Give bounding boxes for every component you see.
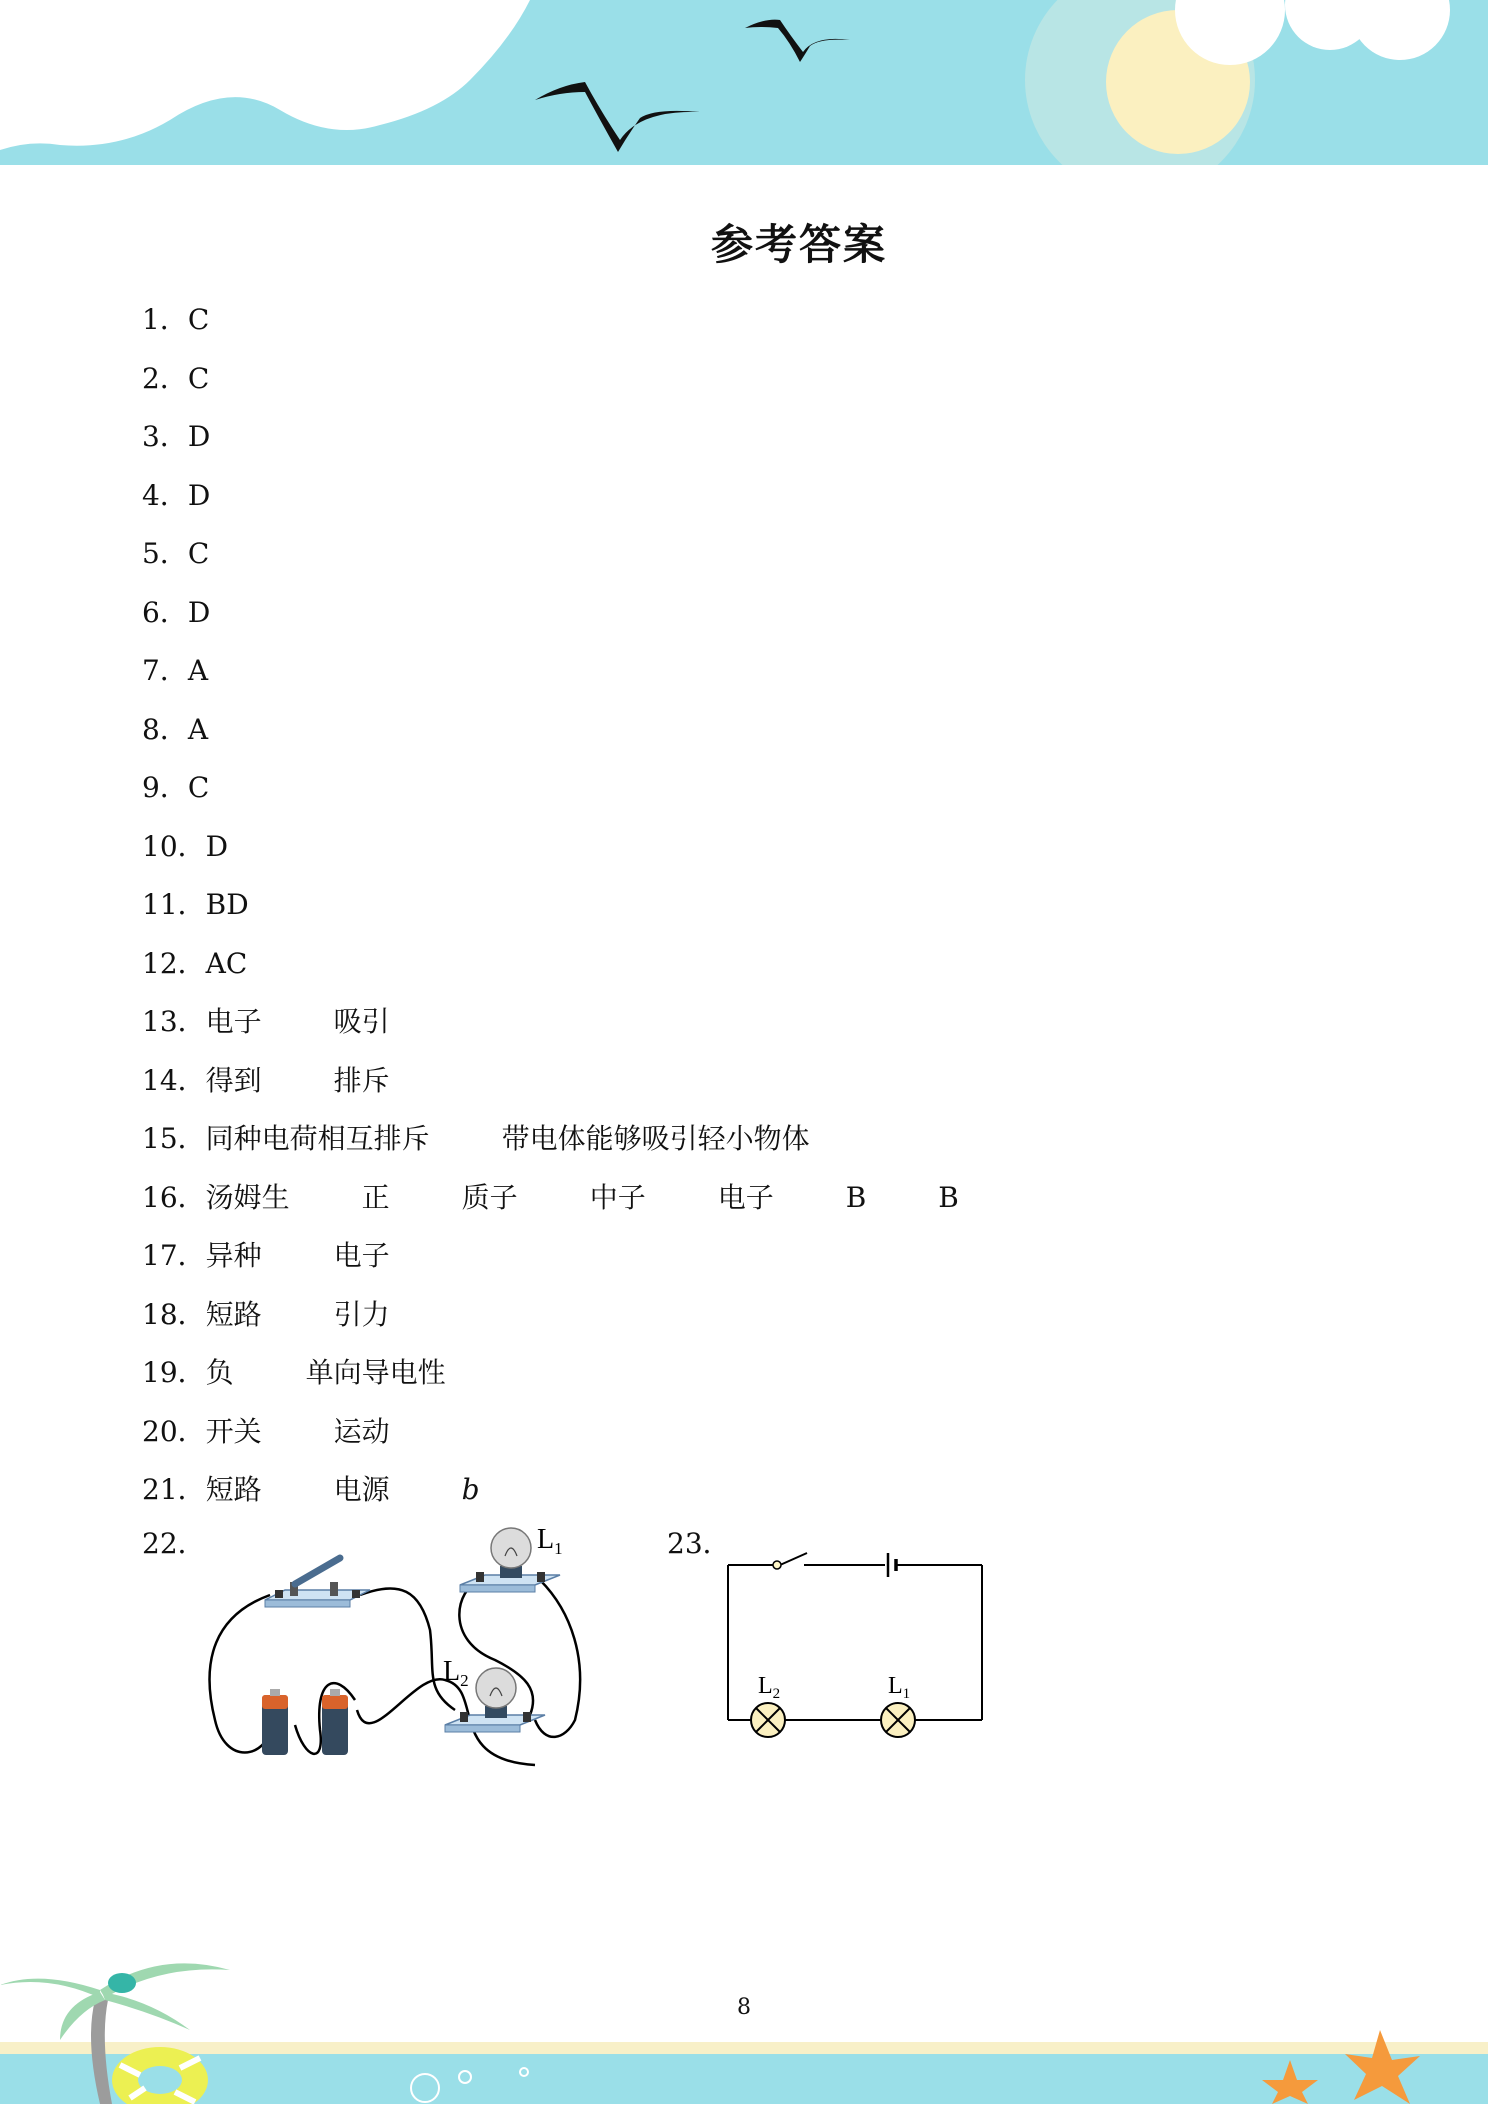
answer-value: AC (205, 946, 248, 980)
answer-row (142, 534, 1031, 593)
answer-value: 正 (361, 1180, 390, 1214)
answer-number: 5． (142, 537, 188, 570)
answer-number: 21． (142, 1473, 206, 1506)
answer-value: 电子 (205, 1005, 262, 1038)
answer-number: 10． (142, 829, 206, 863)
answer-value: 短路 (205, 1473, 262, 1506)
answer-value: 得到 (205, 1063, 262, 1097)
answer-value: C (187, 537, 210, 570)
answer-number: 17． (142, 1239, 206, 1272)
q22-l1-label: $L_1$ (537, 1524, 563, 1558)
answer-number: 20． (142, 1414, 206, 1448)
answer-value: 中子 (589, 1180, 646, 1214)
answer-row (142, 300, 1031, 359)
answer-value: BD (205, 888, 249, 921)
footer-banner (0, 1930, 1488, 2104)
answer-number: 12． (142, 946, 206, 980)
answer-value: b (461, 1473, 480, 1506)
answer-value: 单向导电性 (305, 1356, 446, 1389)
answer-number: 18． (142, 1297, 206, 1331)
answer-number: 6． (142, 595, 188, 629)
answer-value: 异种 (205, 1239, 262, 1272)
answer-row (142, 944, 1031, 1003)
q23-l2-label: $L_2$ (758, 1673, 781, 1702)
answer-number: 19． (142, 1356, 206, 1389)
answer-number: 8． (142, 712, 188, 746)
page-number: 8 (737, 1995, 751, 2020)
battery-icon (262, 1689, 288, 1755)
answer-row (142, 1178, 1031, 1237)
battery-icon (322, 1689, 348, 1755)
answer-value: 引力 (333, 1297, 390, 1331)
answer-number: 14． (142, 1063, 206, 1097)
answer-list (142, 300, 1031, 1529)
answer-value: D (187, 595, 211, 629)
q22-l2-label: $L_2$ (443, 1656, 469, 1690)
answer-row (142, 359, 1031, 418)
answer-number: 11． (142, 888, 206, 921)
answer-number: 2． (142, 361, 188, 395)
answer-value: C (187, 361, 210, 395)
answer-value: B (845, 1180, 867, 1214)
q23-label: 23． (667, 1527, 731, 1560)
answer-row (142, 1061, 1031, 1120)
answer-row (142, 1236, 1031, 1295)
answer-row (142, 1353, 1031, 1412)
answer-row (142, 651, 1031, 710)
answer-row (142, 1002, 1031, 1061)
answer-row (142, 593, 1031, 652)
answer-value: 短路 (205, 1297, 262, 1331)
q22-label: 22． (142, 1527, 206, 1560)
answer-row (142, 476, 1031, 535)
answer-number: 7． (142, 654, 188, 687)
q22-circuit-figure (195, 1520, 595, 1770)
answer-number: 1． (142, 303, 188, 336)
answer-number: 15． (142, 1122, 206, 1155)
answer-number: 9． (142, 771, 188, 804)
answer-value: C (187, 303, 210, 336)
answer-number: 4． (142, 478, 188, 512)
answer-number: 16． (142, 1180, 206, 1214)
q23-l1-label: $L_1$ (888, 1673, 911, 1702)
page-title: 参考答案 (710, 220, 887, 269)
answer-value: 开关 (205, 1414, 262, 1448)
answer-value: A (187, 654, 209, 687)
lamp-icon (881, 1703, 915, 1737)
answer-value: 电源 (333, 1473, 390, 1506)
answer-row (142, 1295, 1031, 1354)
answer-value: 带电体能够吸引轻小物体 (501, 1122, 810, 1155)
answer-value: 电子 (717, 1180, 774, 1214)
answer-row (142, 885, 1031, 944)
answer-number: 13． (142, 1005, 206, 1038)
answer-row (142, 710, 1031, 769)
answer-value: C (187, 771, 210, 804)
answer-value: D (187, 420, 211, 453)
answer-row (142, 417, 1031, 476)
answer-value: D (205, 829, 229, 863)
answer-row (142, 1412, 1031, 1471)
answer-value: 同种电荷相互排斥 (205, 1122, 430, 1155)
answer-row (142, 827, 1031, 886)
answer-number: 3． (142, 420, 188, 453)
answer-value: 运动 (333, 1414, 390, 1448)
answer-value: D (187, 478, 211, 512)
answer-row (142, 768, 1031, 827)
answer-value: 电子 (333, 1239, 390, 1272)
answer-value: B (938, 1180, 959, 1214)
answer-value: A (187, 712, 209, 746)
answer-value: 吸引 (333, 1005, 390, 1038)
answer-value: 负 (205, 1356, 234, 1389)
lamp-icon (751, 1703, 785, 1737)
answer-row (142, 1119, 1031, 1178)
header-banner (0, 0, 1488, 168)
answer-value: 质子 (461, 1180, 518, 1214)
q23-circuit-diagram (720, 1545, 990, 1745)
answer-value: 排斥 (333, 1063, 390, 1097)
answer-value: 汤姆生 (205, 1180, 290, 1214)
